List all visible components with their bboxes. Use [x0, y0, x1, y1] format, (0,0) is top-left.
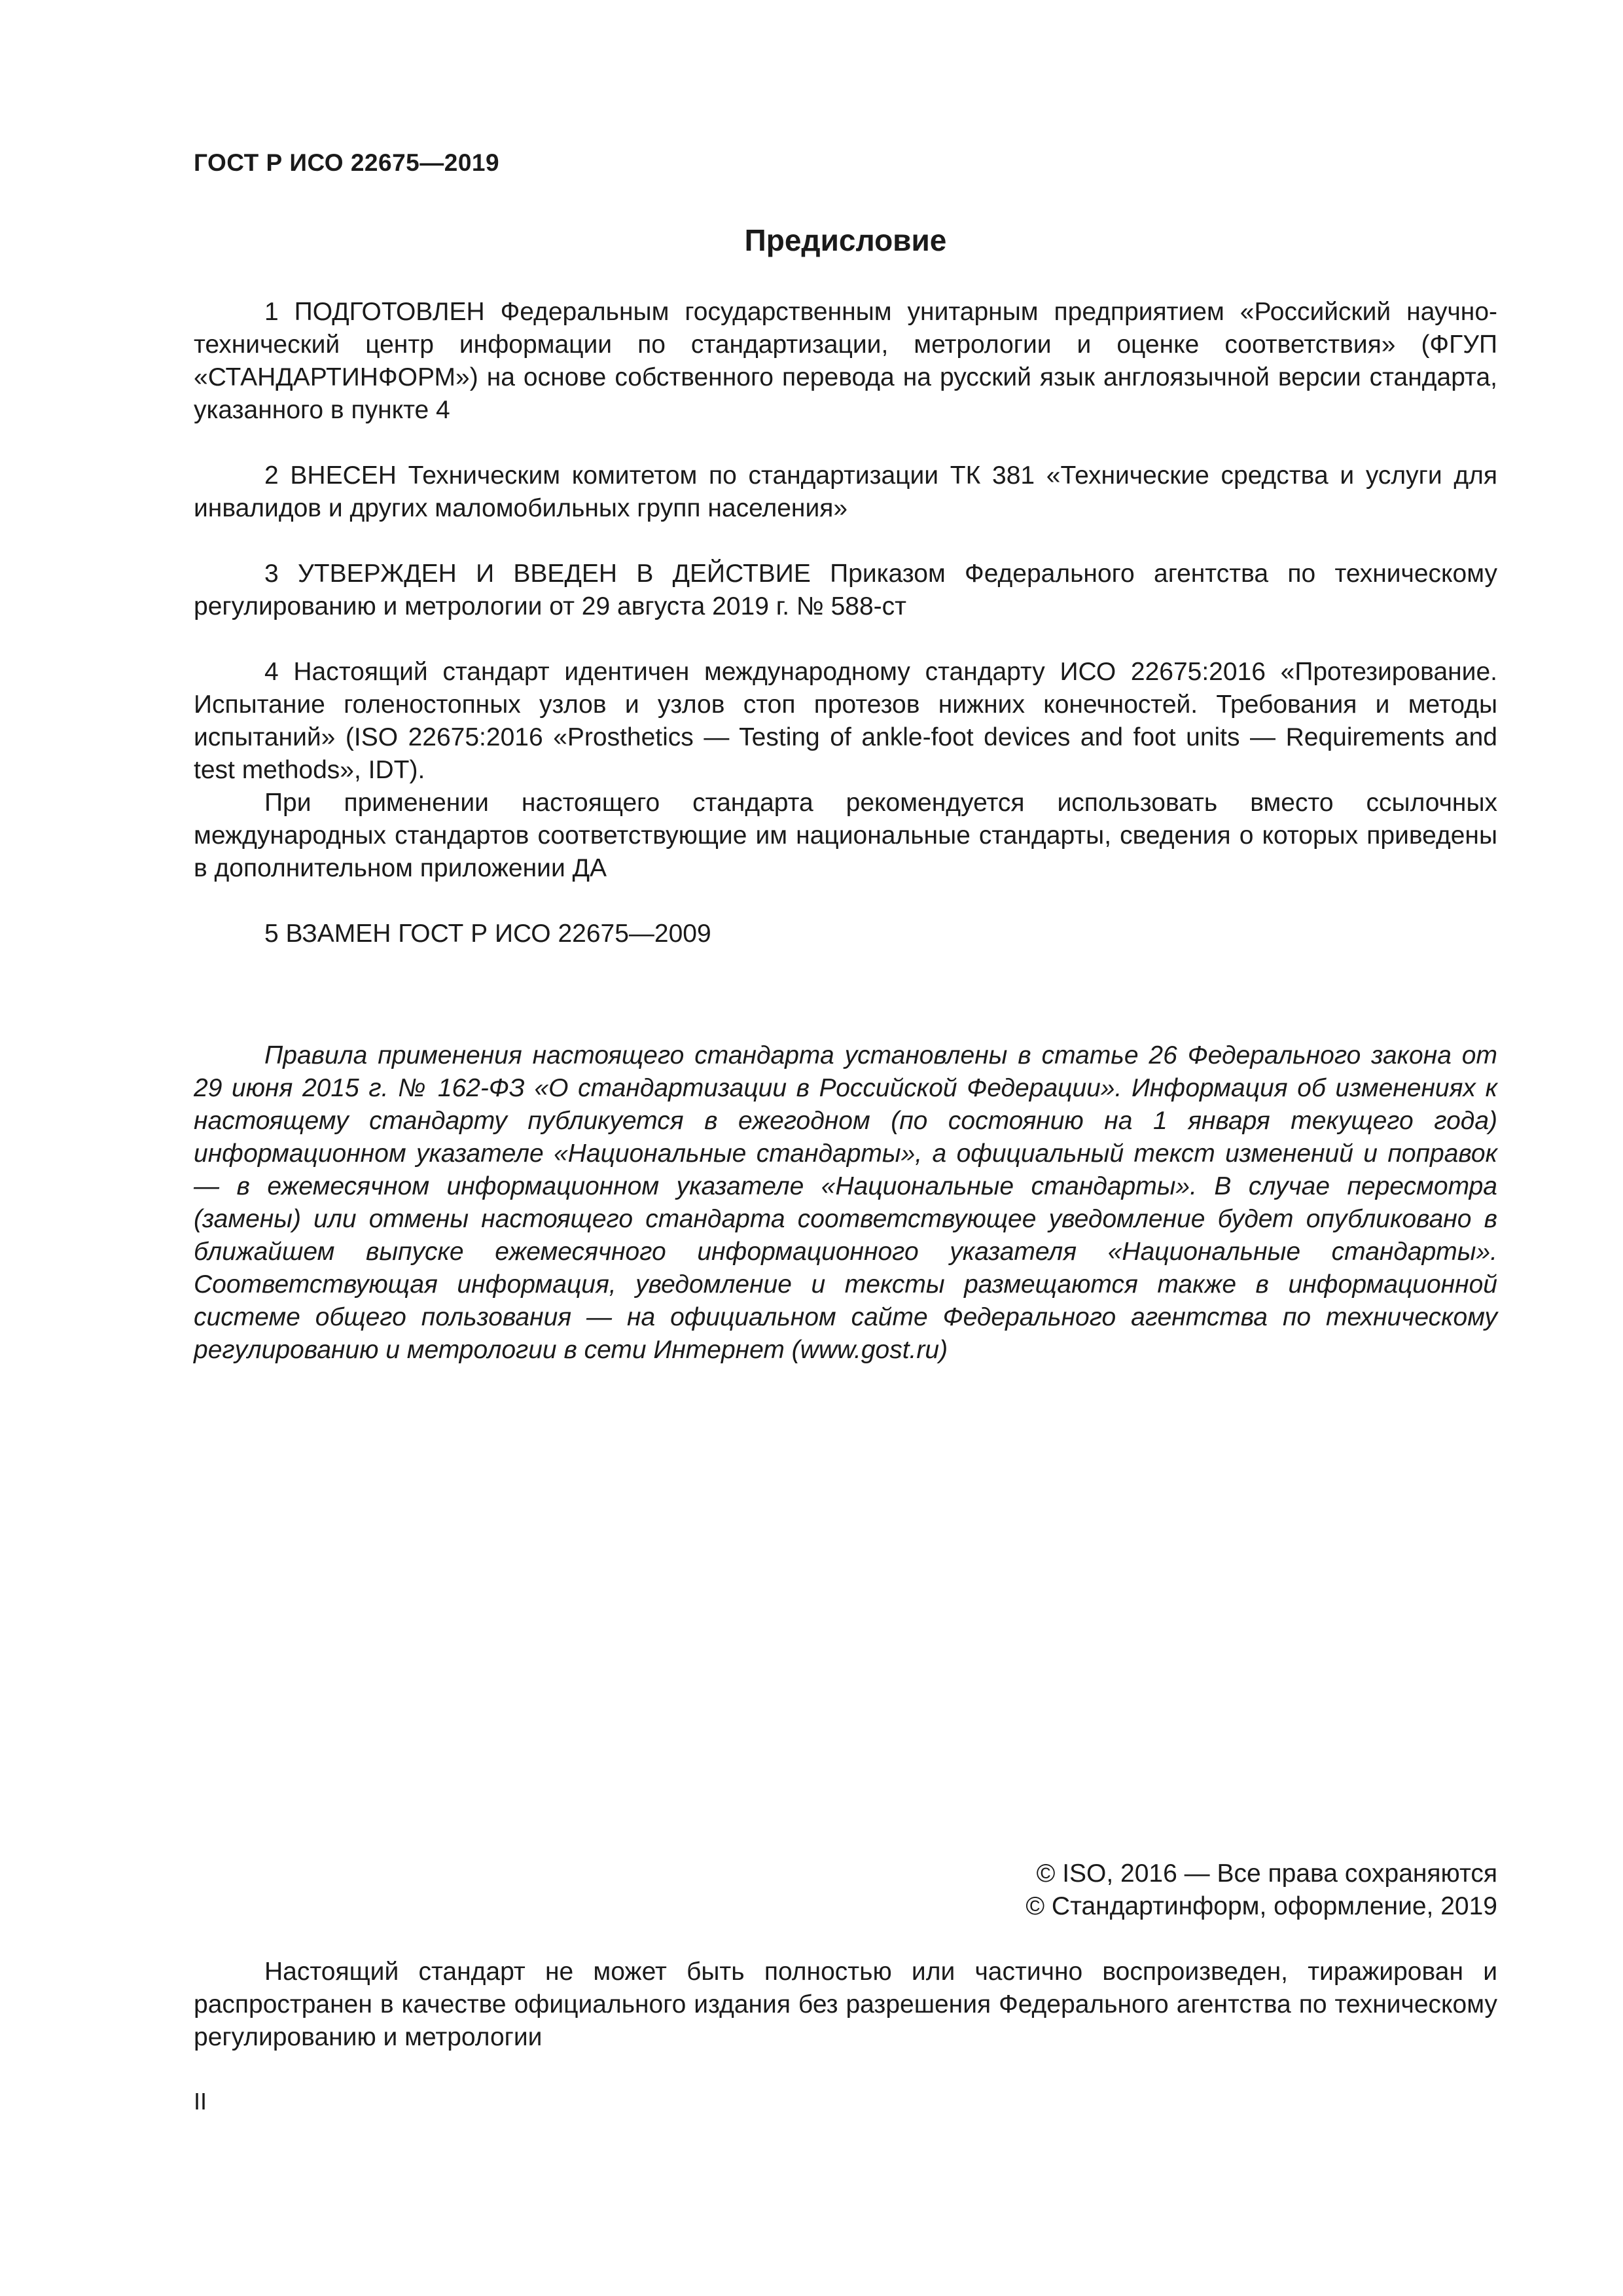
foreword-item-3: [194, 558, 1497, 623]
foreword-item-5: [194, 918, 1497, 950]
rules-note: [194, 1039, 1497, 1367]
foreword-item-4-text: 4 Настоящий стандарт идентичен международному стандарту ИСО 22675:2016 «Протезирование. Испытание голеностопных узлов и узлов стоп протезов нижних конечностей. Требования и методы испытаний» (ISO 22675:2016 «Prosthetics — Testing of ankle-foot devices and foot units — Requirements and test methods», IDT).: [194, 658, 1497, 784]
page-title: Предисловие: [744, 223, 947, 257]
reproduction-notice: [194, 1956, 1497, 2054]
reproduction-notice-text: Настоящий стандарт не может быть полностью или частично воспроизведен, тиражирован и распространен в качестве официального издания без разрешения Федерального агентства по техническому регулированию и метрологии: [194, 1958, 1497, 2051]
foreword-item-1: [194, 296, 1497, 427]
document-code: ГОСТ Р ИСО 22675—2019: [194, 149, 500, 176]
page-number: II: [194, 2088, 207, 2115]
foreword-item-2-text: 2 ВНЕСЕН Техническим комитетом по стандартизации ТК 381 «Технические средства и услуги для инвалидов и других маломобильных групп населения»: [194, 461, 1497, 522]
copyright-block: [1026, 1857, 1497, 1923]
foreword-item-3-text: 3 УТВЕРЖДЕН И ВВЕДЕН В ДЕЙСТВИЕ Приказом Федерального агентства по техническому регулированию и метрологии от 29 августа 2019 г. № 588-ст: [194, 560, 1497, 620]
foreword-item-1-text: 1 ПОДГОТОВЛЕН Федеральным государственным унитарным предприятием «Российский научно-технический центр информации по стандартизации, метрологии и оценке соответствия» (ФГУП «СТАНДАРТИНФОРМ») на основе собственного перевода на русский язык англоязычной версии стандарта, указанного в пункте 4: [194, 298, 1497, 424]
foreword-item-5-text: 5 ВЗАМЕН ГОСТ Р ИСО 22675—2009: [264, 920, 711, 948]
foreword-item-4-continuation: При применении настоящего стандарта рекомендуется использовать вместо ссылочных международных стандартов соответствующие им национальные стандарты, сведения о которых приведены в дополнительном приложении ДА: [194, 789, 1497, 882]
foreword-item-4: [194, 656, 1497, 885]
copyright-iso: © ISO, 2016 — Все права сохраняются: [1036, 1859, 1497, 1888]
rules-note-text: Правила применения настоящего стандарта установлены в статье 26 Федерального закона от 29 июня 2015 г. № 162-ФЗ «О стандартизации в Российской Федерации». Информация об изменениях к настоящему стандарту публикуется в ежегодном (по состоянию на 1 января текущего года) информационном указателе «Национальные стандарты», а официальный текст изменений и поправок — в ежемесячном информационном указателе «Национальные стандарты». В случае пересмотра (замены) или отмены настоящего стандарта соответствующее уведомление будет опубликовано в ближайшем выпуске ежемесячного информационного указателя «Национальные стандарты». Соответствующая информация, уведомление и тексты размещаются также в информационной системе общего пользования — на официальном сайте Федерального агентства по техническому регулированию и метрологии в сети Интернет (www.gost.ru): [194, 1041, 1497, 1364]
foreword-item-2: [194, 459, 1497, 525]
copyright-standartinform: © Стандартинформ, оформление, 2019: [1026, 1892, 1497, 1920]
